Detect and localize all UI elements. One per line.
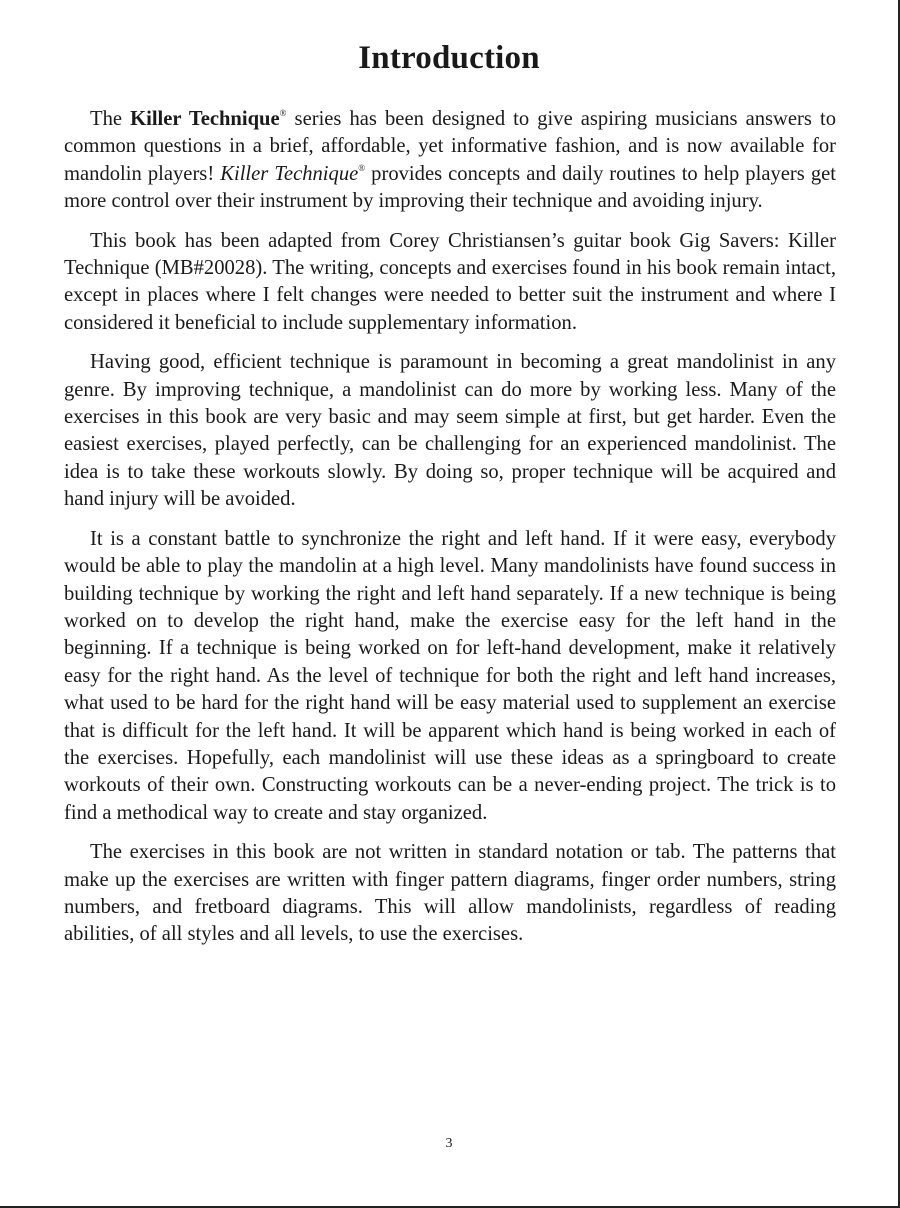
p1-tail: provides concepts and daily routines to help players get more control over their instrument by improving their technique and avoiding injury. [64,162,836,213]
registered-mark: ® [279,108,287,118]
paragraph-1 [64,106,836,216]
paragraph-2: This book has been adapted from Corey Christiansen’s guitar book Gig Savers: Killer Technique (MB#20028). The writing, concepts and exercises found in his book remain intact, except in places where I felt changes were needed to better suit the instrument and where I considered it beneficial to include supplementary information. [64,229,836,334]
p1-middle: series has been designed to give aspiring musicians answers to common questions in a brief, affordable, yet informative fashion, and is now available for mandolin players! [64,108,836,185]
registered-mark-2: ® [358,162,366,173]
body-text [64,106,836,961]
p1-lead: The [90,108,131,130]
paragraph-3: Having good, efficient technique is paramount in becoming a great mandolinist in any genre. By improving technique, a mandolinist can do more by working less. Many of the exercises in this book are very basic and may seem simple at first, but get harder. Even the easiest exercises, played perfectly, can be challenging for an experienced mandolinist. The idea is to take these workouts slowly. By doing so, proper technique will be acquired and hand injury will be avoided. [64,351,836,511]
paragraph-5: The exercises in this book are not written in standard notation or tab. The patterns that make up the exercises are written with finger pattern diagrams, finger order numbers, string numbers, and fretboard diagrams. This will allow mandolinists, regardless of reading abilities, of all styles and all levels, to use the exercises. [64,841,836,946]
page-number: 3 [445,1136,453,1151]
paragraph-4: It is a constant battle to synchronize the right and left hand. If it were easy, everybody would be able to play the mandolin at a high level. Many mandolinists have found success in building technique by working the right and left hand separately. If a new technique is being worked on to develop the right hand, make the exercise easy for the left hand in the beginning. If a technique is being worked on for left-hand development, make it relatively easy for the right hand. As the level of technique for both the right and left hand increases, what used to be hard for the right hand will be easy material used to supplement an exercise that is difficult for the left hand. It will be apparent which hand is being worked in each of the exercises. Hopefully, each mandolinist will use these ideas as a springboard to create workouts of their own. Constructing workouts can be a never-ending project. The trick is to find a methodical way to create and stay organized. [64,527,836,824]
series-name-bold: Killer Technique [130,108,280,130]
page-title: Introduction [358,40,540,76]
series-name-italic: Killer Technique [220,162,359,185]
